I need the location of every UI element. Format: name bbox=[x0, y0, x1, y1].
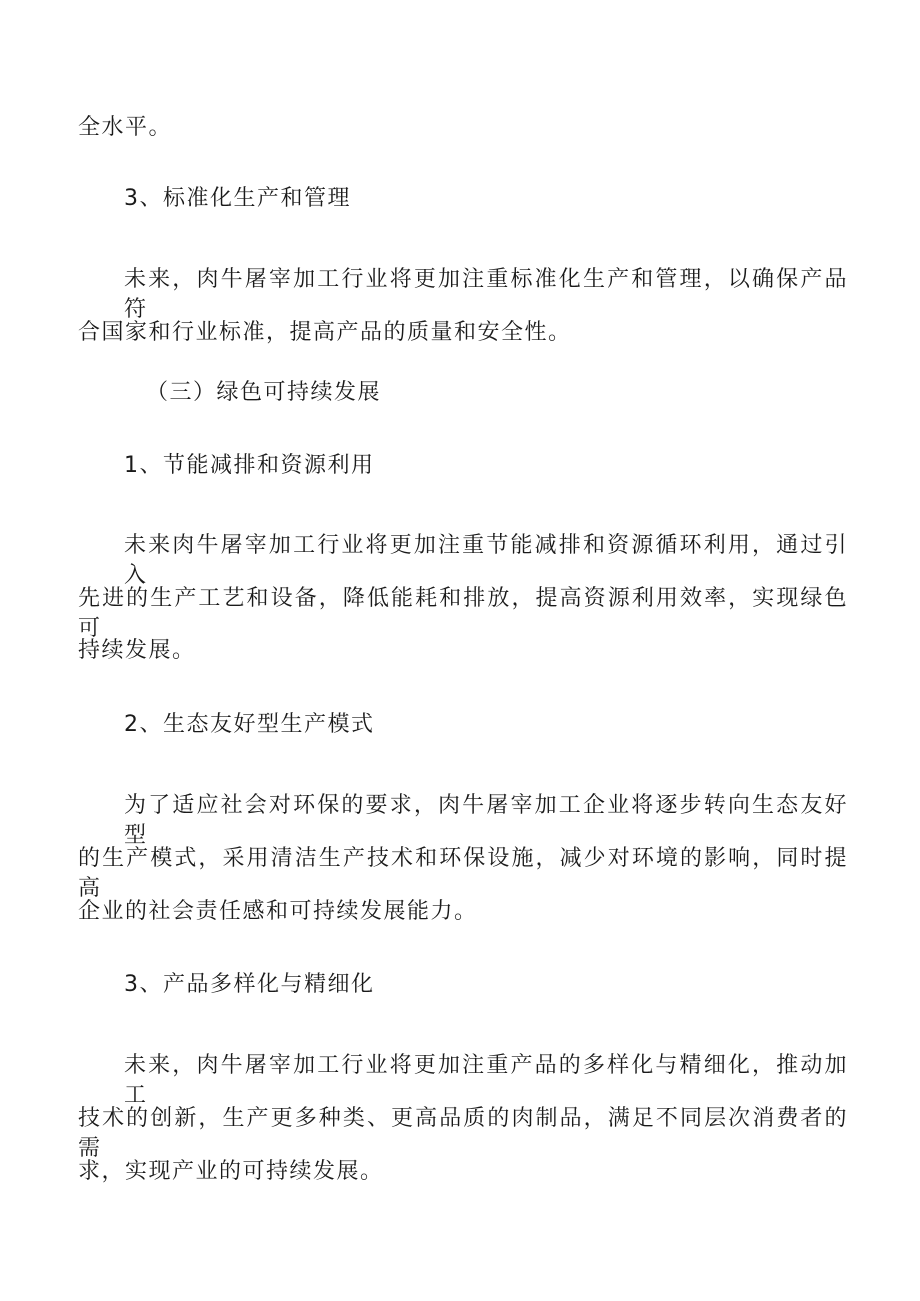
paragraph-line: 未来，肉牛屠宰加工行业将更加注重产品的多样化与精细化，推动加工 bbox=[124, 1053, 848, 1108]
heading-standardization: 3、标准化生产和管理 bbox=[124, 186, 351, 211]
heading-energy-saving: 1、节能减排和资源利用 bbox=[124, 453, 375, 478]
paragraph-line: 技术的创新，生产更多种类、更高品质的肉制品，满足不同层次消费者的需 bbox=[78, 1106, 848, 1161]
paragraph-line: 求，实现产业的可持续发展。 bbox=[78, 1159, 384, 1184]
paragraph-line: 未来，肉牛屠宰加工行业将更加注重标准化生产和管理，以确保产品符 bbox=[124, 267, 848, 322]
paragraph-line: 合国家和行业标准，提高产品的质量和安全性。 bbox=[78, 320, 572, 345]
paragraph-line: 持续发展。 bbox=[78, 638, 196, 663]
heading-diversification: 3、产品多样化与精细化 bbox=[124, 972, 375, 997]
paragraph-line: 未来肉牛屠宰加工行业将更加注重节能减排和资源循环利用，通过引入 bbox=[124, 533, 848, 588]
heading-eco-friendly: 2、生态友好型生产模式 bbox=[124, 712, 375, 737]
paragraph-line: 全水平。 bbox=[78, 115, 173, 140]
section-heading-green-development: （三）绿色可持续发展 bbox=[146, 380, 382, 405]
paragraph-line: 的生产模式，采用清洁生产技术和环保设施，减少对环境的影响，同时提高 bbox=[78, 846, 848, 901]
paragraph-line: 为了适应社会对环保的要求，肉牛屠宰加工企业将逐步转向生态友好型 bbox=[124, 793, 848, 848]
paragraph-line: 先进的生产工艺和设备，降低能耗和排放，提高资源利用效率，实现绿色可 bbox=[78, 586, 848, 641]
paragraph-line: 企业的社会责任感和可持续发展能力。 bbox=[78, 899, 478, 924]
